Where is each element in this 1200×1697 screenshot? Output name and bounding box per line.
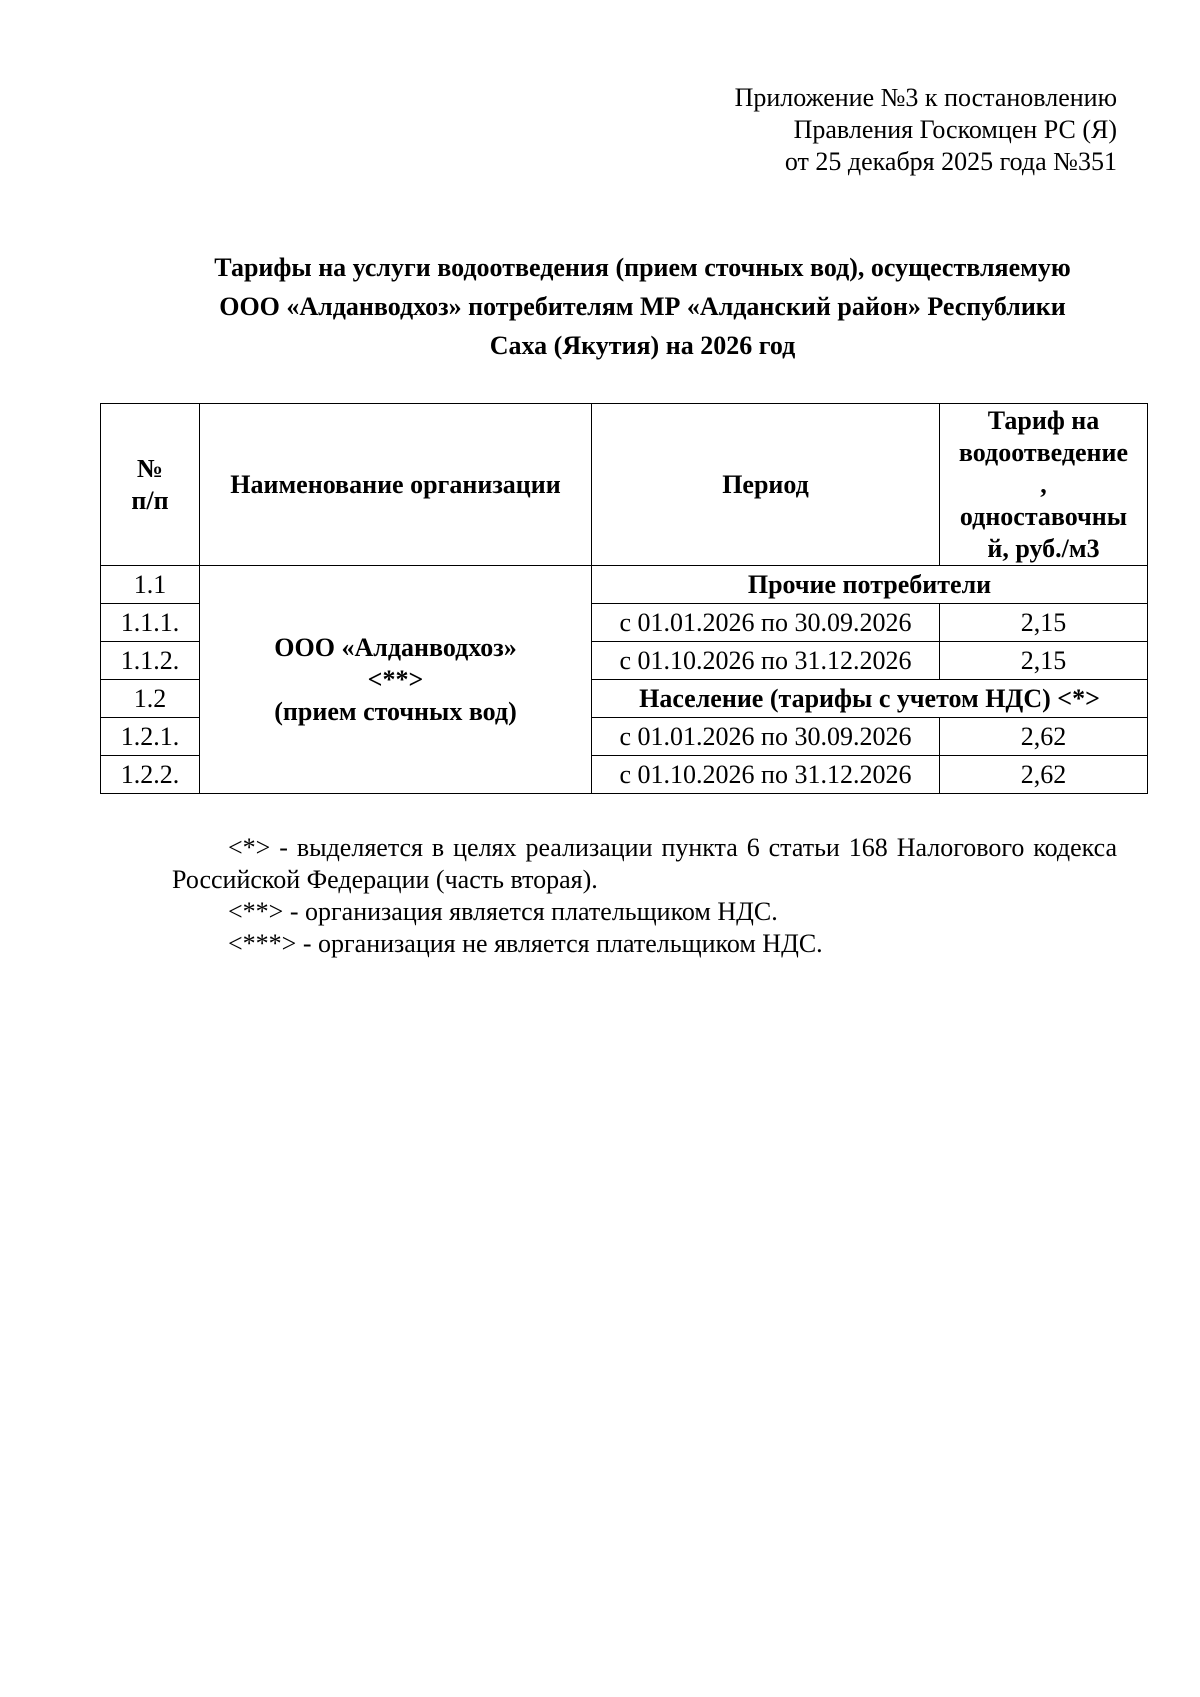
title-line-3: Саха (Якутия) на 2026 год [489,331,796,360]
row-num: 1.2.1. [101,718,200,756]
header-tariff-line-4: одноставочны [959,502,1128,531]
group-title: Прочие потребители [592,566,1148,604]
group-num: 1.2 [101,680,200,718]
row-num: 1.2.2. [101,756,200,794]
table-header-row [101,404,1148,566]
title-line-2: ООО «Алданводхоз» потребителям МР «Алданский район» Республики [219,292,1066,321]
appendix-line-2: Правления Госкомцен РС (Я) [793,115,1117,144]
appendix-header [417,82,1117,178]
footnote-vat-payer: <**> - организация является плательщиком НДС. [228,897,778,926]
row-tariff: 2,62 [940,718,1148,756]
row-period: с 01.10.2026 по 31.12.2026 [592,642,940,680]
footnote-vat-allocation: <*> - выделяется в целях реализации пункта 6 статьи 168 Налогового кодекса Российской Федерации (часть вторая). [172,833,1117,894]
header-num-line-2: п/п [131,485,169,515]
tariff-table [100,403,1148,794]
organization-name: ООО «Алданводхоз» [274,632,517,662]
row-num: 1.1.2. [101,642,200,680]
header-period: Период [592,404,940,566]
organization-service: (прием сточных вод) [274,696,517,726]
footnotes [172,832,1117,960]
row-period: с 01.10.2026 по 31.12.2026 [592,756,940,794]
header-tariff [940,404,1148,566]
footnote-not-vat-payer: <***> - организация не является плательщиком НДС. [228,929,823,958]
document-title [165,248,1120,365]
group-title: Население (тарифы с учетом НДС) <*> [592,680,1148,718]
header-tariff-line-3: , [1040,470,1047,499]
row-period: с 01.01.2026 по 30.09.2026 [592,718,940,756]
header-tariff-line-2: водоотведение [958,438,1129,467]
header-num [101,404,200,566]
row-num: 1.1.1. [101,604,200,642]
row-tariff: 2,15 [940,604,1148,642]
appendix-line-1: Приложение №3 к постановлению [734,83,1117,112]
group-row-1-1 [101,566,1148,604]
title-line-1: Тарифы на услуги водоотведения (прием сточных вод), осуществляемую [214,253,1071,282]
organization-cell [200,566,592,794]
row-period: с 01.01.2026 по 30.09.2026 [592,604,940,642]
row-tariff: 2,62 [940,756,1148,794]
organization-vat-mark: <**> [367,664,424,694]
header-num-line-1: № [136,453,164,483]
appendix-line-3: от 25 декабря 2025 года №351 [784,147,1117,176]
group-num: 1.1 [101,566,200,604]
header-tariff-line-5: й, руб./м3 [987,534,1100,563]
row-tariff: 2,15 [940,642,1148,680]
header-tariff-line-1: Тариф на [987,406,1100,435]
header-organization: Наименование организации [200,404,592,566]
